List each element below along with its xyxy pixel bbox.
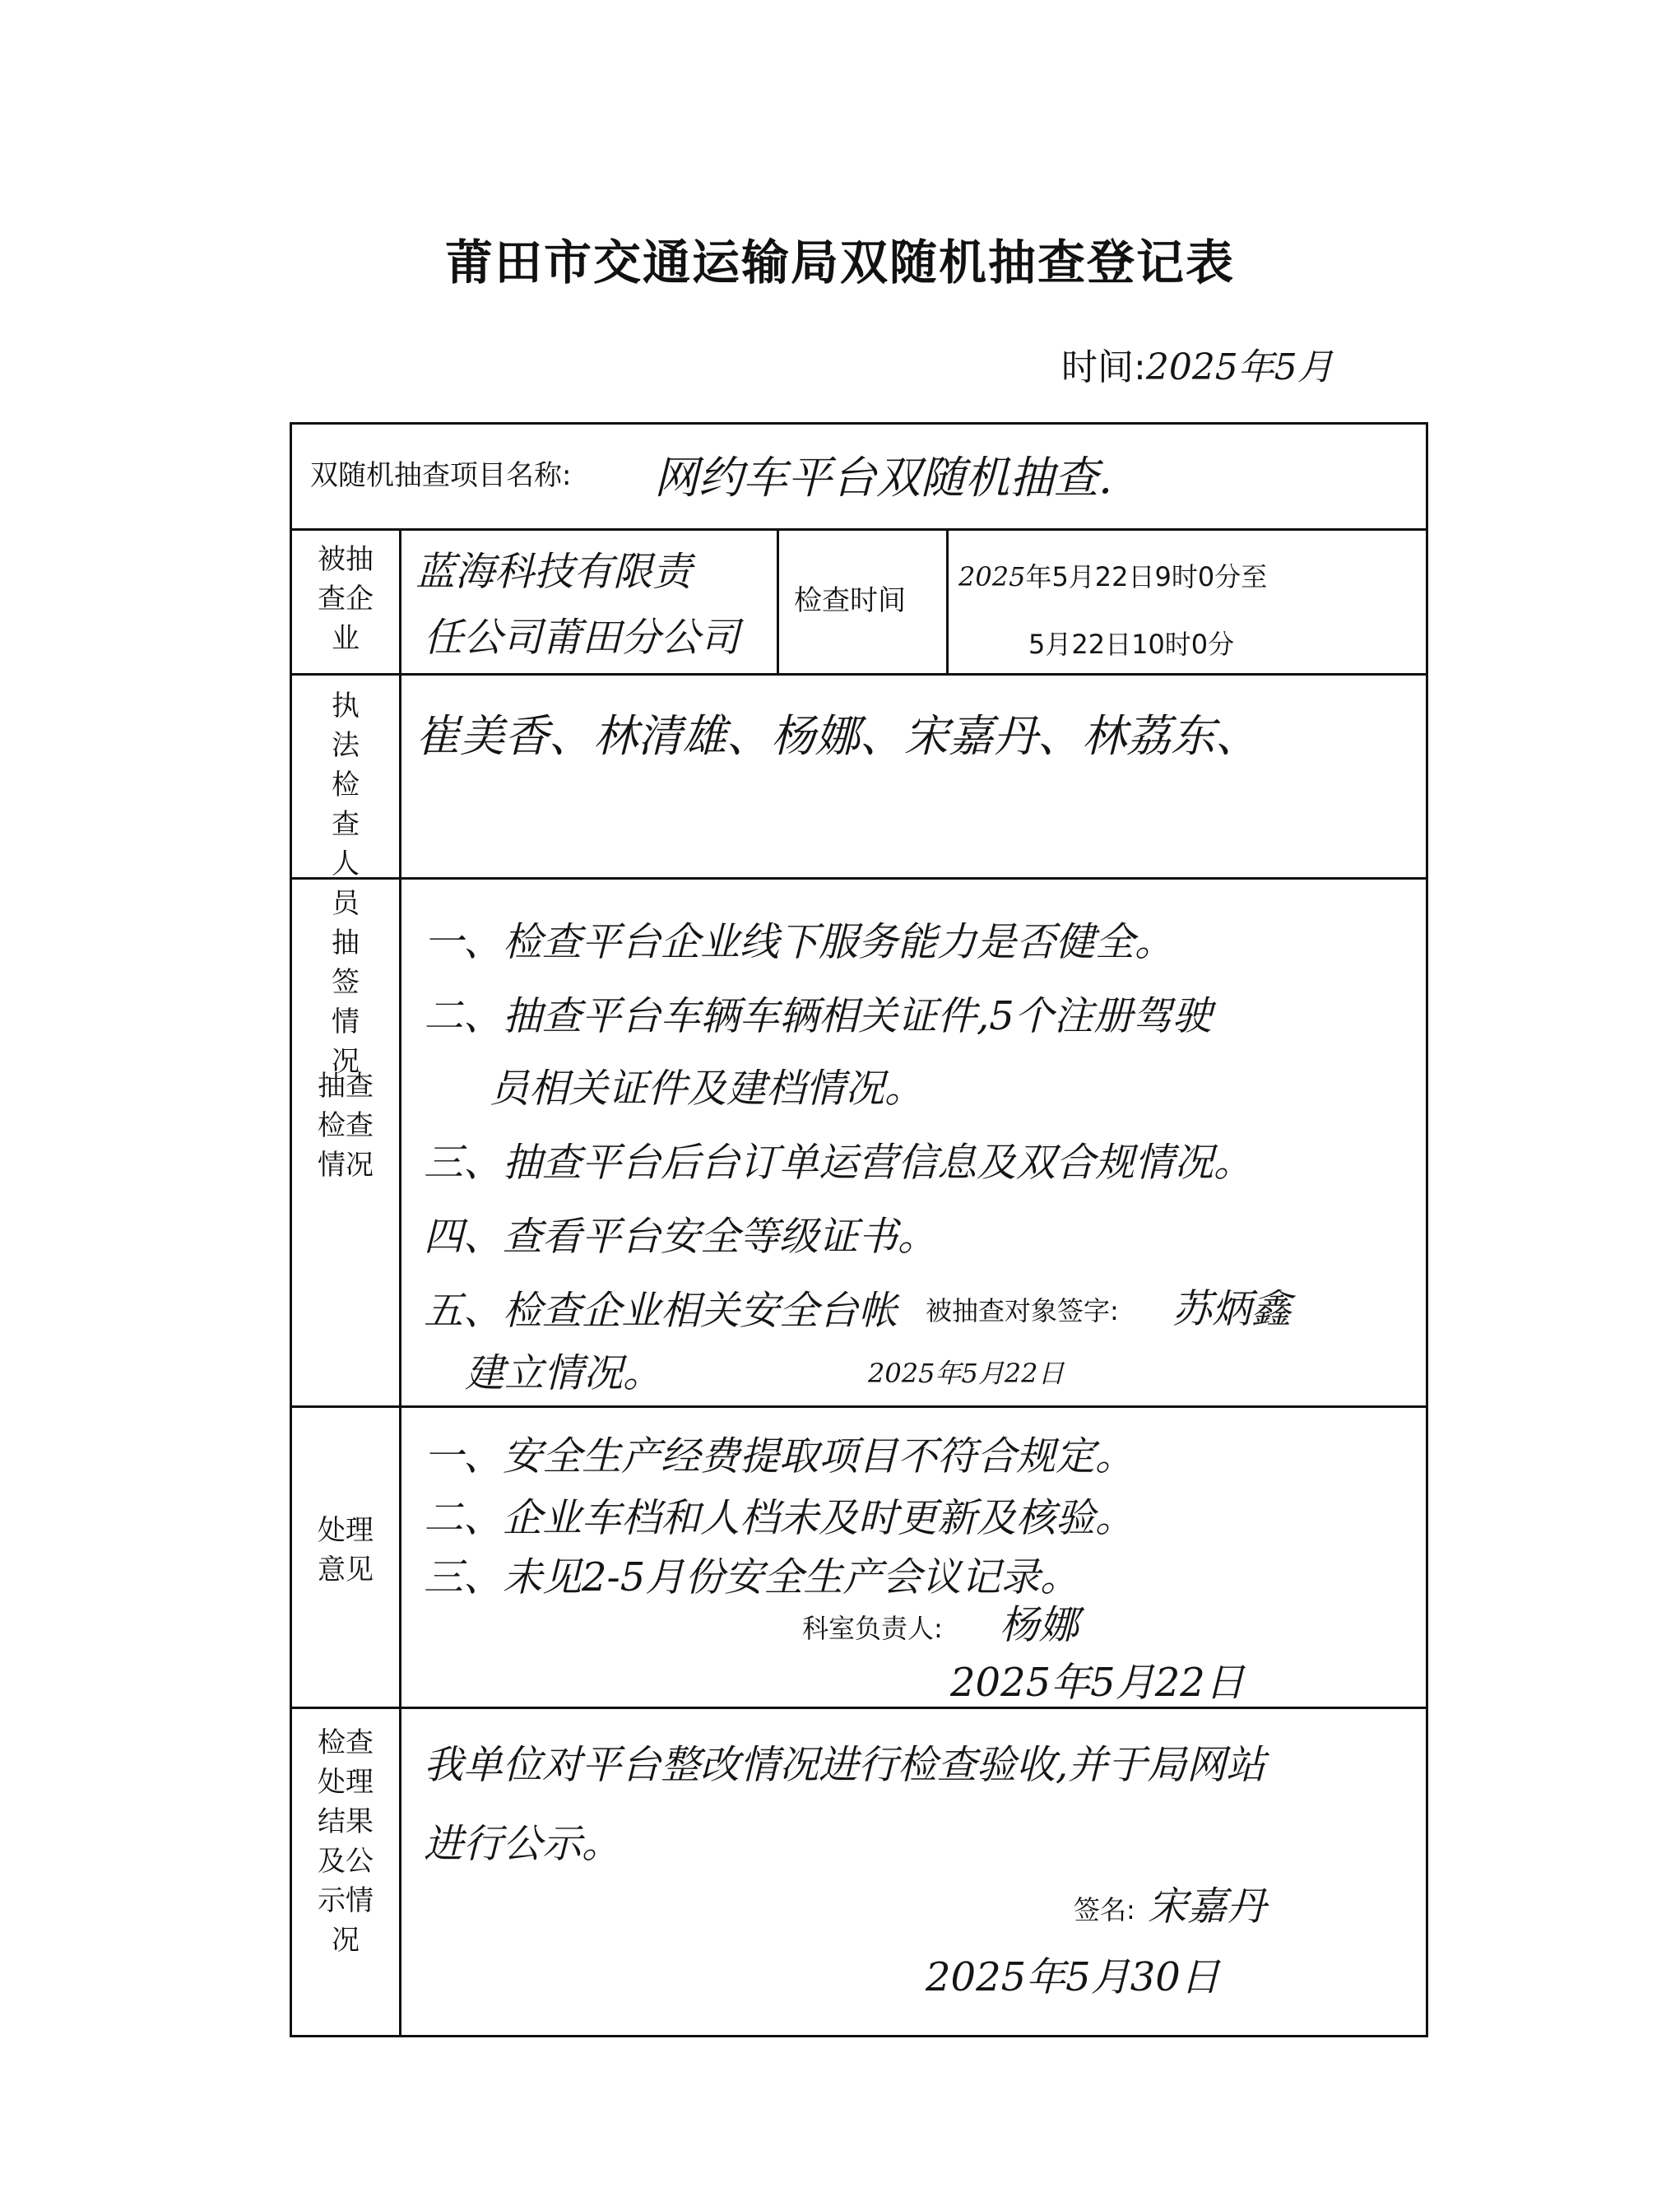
inspection-item-5-cont: 建立情况。 xyxy=(465,1350,663,1396)
page-title: 莆田市交通运输局双随机抽查登记表 xyxy=(444,235,1235,290)
inspection-item-1: 一、检查平台企业线下服务能力是否健全。 xyxy=(424,919,1175,965)
handling-label xyxy=(292,1511,399,1590)
result-line-2: 进行公示。 xyxy=(424,1821,622,1867)
handling-item-1: 一、安全生产经费提取项目不符合规定。 xyxy=(424,1433,1135,1479)
project-name-value: 网约车平台双随机抽查. xyxy=(654,452,1113,504)
handling-sign-name: 杨娜 xyxy=(1000,1602,1079,1648)
handling-item-2: 二、企业车档和人档未及时更新及核验。 xyxy=(424,1495,1135,1541)
inspected-sign-label: 被抽查对象签字: xyxy=(926,1295,1119,1326)
enterprise-label xyxy=(292,540,399,658)
date-header xyxy=(1061,337,1334,390)
cell-divider xyxy=(946,528,949,673)
enterprise-label-text: 被抽查企业 xyxy=(318,543,374,655)
handling-label-text: 处理意见 xyxy=(318,1514,374,1586)
time-label: 时间: xyxy=(1061,346,1146,388)
row-divider xyxy=(292,877,1426,880)
row-divider xyxy=(292,528,1426,531)
check-time-line2: 5月22日10时0分 xyxy=(1028,629,1235,660)
inspection-item-4: 四、查看平台安全等级证书。 xyxy=(424,1214,938,1260)
inspection-item-3: 三、抽查平台后台订单运营信息及双合规情况。 xyxy=(424,1140,1254,1186)
row-divider xyxy=(292,1707,1426,1709)
inspected-sign-date: 2025年5月22日 xyxy=(868,1358,1065,1389)
check-time-line1 xyxy=(958,556,1267,594)
enterprise-value-line1: 蓝海科技有限责 xyxy=(415,549,693,595)
result-label-text: 检查处理结果及公示情况 xyxy=(318,1726,374,1957)
result-label xyxy=(292,1723,399,1960)
check-time-year: 2025 xyxy=(958,561,1026,592)
handling-sign-date: 2025年5月22日 xyxy=(950,1660,1245,1706)
result-sign-label: 签名: xyxy=(1074,1894,1135,1925)
row-divider xyxy=(292,673,1426,676)
inspection-item-5: 五、检查企业相关安全台帐 xyxy=(424,1288,898,1334)
inspection-item-2: 二、抽查平台车辆车辆相关证件,5个注册驾驶 xyxy=(424,993,1212,1039)
handling-sign-label: 科室负责人: xyxy=(802,1613,943,1644)
handling-item-3: 三、未见2-5月份安全生产会议记录。 xyxy=(424,1554,1080,1600)
inspectors-label xyxy=(292,686,399,1081)
inspection-label xyxy=(292,1066,399,1185)
inspection-label-text: 抽查检查情况 xyxy=(318,1070,374,1182)
result-sign-date: 2025年5月30日 xyxy=(926,1954,1220,2000)
result-sign-name: 宋嘉丹 xyxy=(1148,1883,1267,1930)
row-divider xyxy=(292,1405,1426,1408)
inspection-item-2-cont: 员相关证件及建档情况。 xyxy=(490,1066,925,1112)
inspectors-label-text: 执法检查人员抽签情况 xyxy=(332,690,360,1078)
check-time-label: 检查时间 xyxy=(794,584,906,617)
result-line-1: 我单位对平台整改情况进行检查验收,并于局网站 xyxy=(424,1742,1266,1788)
cell-divider xyxy=(777,528,779,673)
label-column-divider xyxy=(399,528,401,2035)
time-value: 2025年5月 xyxy=(1145,346,1334,388)
check-time-line1-rest: 年5月22日9时0分至 xyxy=(1025,561,1268,592)
registration-table xyxy=(290,422,1428,2037)
project-name-label: 双随机抽查项目名称: xyxy=(310,459,572,492)
inspectors-value: 崔美香、林清雄、杨娜、宋嘉丹、林荔东、 xyxy=(415,710,1260,762)
inspected-sign-name: 苏炳鑫 xyxy=(1172,1286,1292,1332)
enterprise-value-line2: 任公司莆田分公司 xyxy=(424,615,740,661)
